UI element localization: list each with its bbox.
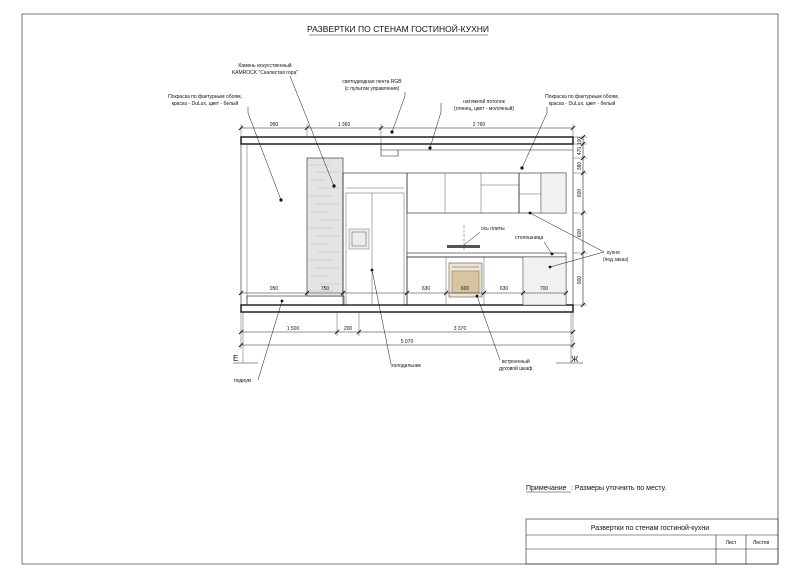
dim-right-1: 100: [577, 136, 583, 146]
wall-mark-right: [556, 312, 583, 364]
callout-stone-line-1: Камень искусственный: [238, 63, 292, 69]
dim-top-1: 950: [269, 122, 279, 128]
dim-top-2: 1 360: [337, 122, 351, 128]
dim-mid-6: 700: [539, 286, 549, 292]
note: [526, 485, 666, 492]
dim-bottom-2: 200: [343, 326, 353, 332]
dimension-bottom-total: [239, 336, 575, 349]
callout-fridge: [371, 269, 422, 369]
wall-mark-left: [233, 312, 258, 363]
callout-stove-axis-label: ось плиты: [481, 226, 505, 232]
dimension-top: [239, 122, 575, 144]
upper-cabinets: [407, 173, 519, 213]
callout-countertop-label: столешница: [515, 235, 544, 241]
dim-mid-5: 630: [499, 286, 509, 292]
wall-mark-right-label: Ж: [571, 355, 579, 364]
callout-stone-line-2: KAMROCK "Скалистая гора": [231, 70, 299, 76]
dimension-right: [573, 135, 587, 307]
callout-ceiling-line-1: натяжной потолок: [463, 99, 505, 105]
callout-fridge-label: холодильник: [391, 363, 421, 369]
callout-wallpaper-right-line-2: краска - DuLux, цвет - белый: [548, 101, 616, 107]
ceiling-slab: [241, 137, 573, 144]
dim-bottom-total: 5 070: [400, 339, 414, 345]
dim-mid-2: 750: [320, 286, 330, 292]
dim-right-5: 600: [577, 228, 583, 238]
floor-slab: [241, 305, 573, 312]
title-block-sheet-label: Лист: [725, 540, 737, 546]
hob: [447, 245, 480, 248]
callout-led-line-2: (с пультом управления): [344, 86, 400, 92]
callout-kitchen-line-2: (под заказ): [603, 257, 629, 263]
dim-right-2: 470: [577, 146, 583, 156]
callout-countertop: [515, 235, 553, 255]
dim-top-3: 2 760: [472, 122, 486, 128]
dim-right-4: 600: [577, 188, 583, 198]
sheet-border: [22, 14, 778, 564]
side-cabinet-end-panel: [541, 173, 566, 213]
callout-oven-line-2: духовой шкаф: [499, 366, 533, 372]
wall-mark-left-label: Е: [233, 354, 239, 363]
dim-right-6: 900: [577, 275, 583, 285]
title-block-sheets-label: Листов: [752, 540, 770, 546]
callout-wallpaper-left-line-2: краска - DuLux, цвет - белый: [171, 101, 239, 107]
dim-bottom-1: 1 500: [286, 326, 300, 332]
callout-oven: [476, 295, 533, 372]
note-text: : Размеры уточнить по месту.: [571, 485, 667, 492]
sheet-title: РАЗВЕРТКИ ПО СТЕНАМ ГОСТИНОЙ-КУХНИ: [306, 24, 490, 34]
callout-led-line-1: светодиодная лента RGB: [342, 79, 402, 85]
callout-ceiling-line-2: (глянец, цвет - молочный): [453, 106, 515, 112]
callout-led: [342, 79, 405, 134]
title-block: [526, 519, 778, 564]
title-block-title: Развертки по стенам гостиной-кухни: [590, 525, 710, 532]
callout-kitchen-line-1: кухня: [607, 250, 620, 256]
dimension-bottom-1: [239, 312, 575, 336]
callout-wallpaper-right: [520, 94, 619, 170]
callout-podium-label: подиум: [234, 378, 251, 384]
note-label: Примечание: [526, 485, 567, 492]
dim-mid-3: 630: [421, 286, 431, 292]
dimension-mid: [239, 286, 568, 295]
dim-mid-1: 950: [269, 286, 279, 292]
dim-bottom-3: 3 370: [453, 326, 467, 332]
dim-mid-4: 600: [460, 286, 470, 292]
elevation-drawing: [241, 137, 573, 312]
callout-ceiling: [428, 98, 514, 150]
countertop: [407, 253, 566, 257]
stone-panel: [307, 158, 343, 296]
callout-wallpaper-left: [168, 94, 283, 202]
dim-right-3: 380: [577, 161, 583, 171]
callout-oven-line-1: встроенный: [502, 359, 530, 365]
callout-wallpaper-left-line-1: Покраска по фактурным обоям,: [168, 94, 242, 100]
podium: [247, 296, 344, 305]
callout-wallpaper-right-line-1: Покраска по фактурным обоям,: [545, 94, 619, 100]
